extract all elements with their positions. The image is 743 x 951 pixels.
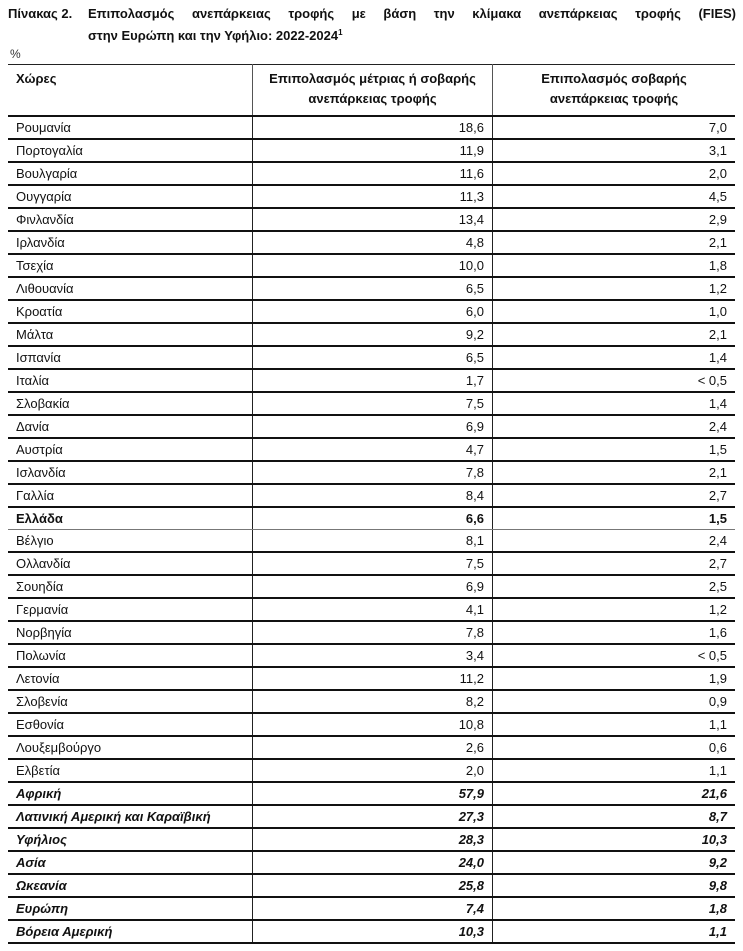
table-row	[8, 369, 735, 392]
country-cell: Σλοβακία	[8, 392, 253, 415]
country-cell: Σουηδία	[8, 575, 253, 598]
severe-cell: 4,5	[493, 185, 736, 208]
table-row	[8, 667, 735, 690]
moderate-or-severe-cell: 11,2	[253, 667, 493, 690]
table-row	[8, 346, 735, 369]
moderate-or-severe-cell: 9,2	[253, 323, 493, 346]
country-cell: Ιταλία	[8, 369, 253, 392]
country-cell: Δανία	[8, 415, 253, 438]
moderate-or-severe-cell: 7,8	[253, 621, 493, 644]
table-row	[8, 874, 735, 897]
moderate-or-severe-cell: 3,4	[253, 644, 493, 667]
severe-cell: 1,5	[493, 438, 736, 461]
table-row	[8, 575, 735, 598]
table-row	[8, 461, 735, 484]
moderate-or-severe-cell: 7,8	[253, 461, 493, 484]
severe-cell: 1,6	[493, 621, 736, 644]
country-cell: Ουγγαρία	[8, 185, 253, 208]
moderate-or-severe-cell: 7,5	[253, 392, 493, 415]
moderate-or-severe-cell: 6,9	[253, 575, 493, 598]
severe-cell: 3,1	[493, 139, 736, 162]
moderate-or-severe-cell: 6,6	[253, 507, 493, 530]
table-row	[8, 185, 735, 208]
header-moderate-or-severe: Επιπολασμός μέτριας ή σοβαρής ανεπάρκειας τροφής	[253, 65, 493, 117]
country-cell: Ολλανδία	[8, 552, 253, 575]
header-row	[8, 65, 735, 117]
unit-label: %	[10, 47, 21, 61]
country-cell: Ισλανδία	[8, 461, 253, 484]
severe-cell: 1,1	[493, 759, 736, 782]
severe-cell: 9,8	[493, 874, 736, 897]
title-line-2-text: στην Ευρώπη και την Υφήλιο: 2022-2024	[88, 28, 339, 43]
moderate-or-severe-cell: 2,6	[253, 736, 493, 759]
fies-table	[8, 64, 735, 944]
table-row	[8, 598, 735, 621]
severe-cell: 1,4	[493, 392, 736, 415]
country-cell: Νορβηγία	[8, 621, 253, 644]
moderate-or-severe-cell: 24,0	[253, 851, 493, 874]
moderate-or-severe-cell: 6,9	[253, 415, 493, 438]
severe-cell: 2,9	[493, 208, 736, 231]
severe-cell: 1,8	[493, 897, 736, 920]
moderate-or-severe-cell: 1,7	[253, 369, 493, 392]
moderate-or-severe-cell: 4,1	[253, 598, 493, 621]
moderate-or-severe-cell: 7,5	[253, 552, 493, 575]
country-cell: Βουλγαρία	[8, 162, 253, 185]
moderate-or-severe-cell: 7,4	[253, 897, 493, 920]
table-row	[8, 690, 735, 713]
moderate-or-severe-cell: 2,0	[253, 759, 493, 782]
moderate-or-severe-cell: 10,8	[253, 713, 493, 736]
table-row	[8, 507, 735, 530]
table-row	[8, 300, 735, 323]
country-cell: Γαλλία	[8, 484, 253, 507]
table-row	[8, 277, 735, 300]
severe-cell: 1,8	[493, 254, 736, 277]
table-row	[8, 392, 735, 415]
moderate-or-severe-cell: 25,8	[253, 874, 493, 897]
table-row	[8, 828, 735, 851]
moderate-or-severe-cell: 6,0	[253, 300, 493, 323]
table-row	[8, 208, 735, 231]
table-row	[8, 897, 735, 920]
severe-cell: 2,1	[493, 461, 736, 484]
moderate-or-severe-cell: 8,2	[253, 690, 493, 713]
severe-cell: 1,4	[493, 346, 736, 369]
table-row	[8, 851, 735, 874]
country-cell: Τσεχία	[8, 254, 253, 277]
severe-cell: 1,1	[493, 920, 736, 943]
severe-cell: 1,0	[493, 300, 736, 323]
moderate-or-severe-cell: 18,6	[253, 116, 493, 139]
table-row	[8, 621, 735, 644]
severe-cell: 9,2	[493, 851, 736, 874]
country-cell: Λατινική Αμερική και Καραϊβική	[8, 805, 253, 828]
moderate-or-severe-cell: 6,5	[253, 277, 493, 300]
header-severe: Επιπολασμός σοβαρής ανεπάρκειας τροφής	[493, 65, 736, 117]
country-cell: Λετονία	[8, 667, 253, 690]
table-body	[8, 116, 735, 943]
table-row	[8, 713, 735, 736]
severe-cell: 2,4	[493, 415, 736, 438]
table-row	[8, 254, 735, 277]
severe-cell: 1,5	[493, 507, 736, 530]
severe-cell: 1,1	[493, 713, 736, 736]
table-row	[8, 552, 735, 575]
table-row	[8, 139, 735, 162]
table-row	[8, 530, 735, 553]
header-countries: Χώρες	[8, 65, 253, 117]
country-cell: Πολωνία	[8, 644, 253, 667]
table-row	[8, 805, 735, 828]
severe-cell: 0,6	[493, 736, 736, 759]
table-row	[8, 759, 735, 782]
severe-cell: 10,3	[493, 828, 736, 851]
table-row	[8, 782, 735, 805]
severe-cell: < 0,5	[493, 369, 736, 392]
severe-cell: 2,4	[493, 530, 736, 553]
country-cell: Ευρώπη	[8, 897, 253, 920]
severe-cell: 1,2	[493, 277, 736, 300]
table-row	[8, 484, 735, 507]
severe-cell: 2,1	[493, 323, 736, 346]
table-row	[8, 438, 735, 461]
severe-cell: 7,0	[493, 116, 736, 139]
moderate-or-severe-cell: 28,3	[253, 828, 493, 851]
country-cell: Ρουμανία	[8, 116, 253, 139]
moderate-or-severe-cell: 4,8	[253, 231, 493, 254]
country-cell: Εσθονία	[8, 713, 253, 736]
table-row	[8, 736, 735, 759]
severe-cell: 2,0	[493, 162, 736, 185]
country-cell: Ισπανία	[8, 346, 253, 369]
table-row	[8, 644, 735, 667]
country-cell: Βόρεια Αμερική	[8, 920, 253, 943]
country-cell: Αφρική	[8, 782, 253, 805]
moderate-or-severe-cell: 11,6	[253, 162, 493, 185]
table-row	[8, 920, 735, 943]
moderate-or-severe-cell: 13,4	[253, 208, 493, 231]
severe-cell: 8,7	[493, 805, 736, 828]
table-number: Πίνακας 2.	[8, 6, 73, 21]
country-cell: Σλοβενία	[8, 690, 253, 713]
severe-cell: 0,9	[493, 690, 736, 713]
severe-cell: 2,7	[493, 552, 736, 575]
severe-cell: < 0,5	[493, 644, 736, 667]
moderate-or-severe-cell: 11,9	[253, 139, 493, 162]
country-cell: Πορτογαλία	[8, 139, 253, 162]
title-line-1: Επιπολασμός ανεπάρκειας τροφής με βάση την κλίμακα ανεπάρκειας τροφής (FIES)	[88, 6, 736, 21]
table-row	[8, 415, 735, 438]
country-cell: Λουξεμβούργο	[8, 736, 253, 759]
moderate-or-severe-cell: 57,9	[253, 782, 493, 805]
table-title	[8, 4, 736, 45]
moderate-or-severe-cell: 6,5	[253, 346, 493, 369]
severe-cell: 1,9	[493, 667, 736, 690]
moderate-or-severe-cell: 10,3	[253, 920, 493, 943]
severe-cell: 2,5	[493, 575, 736, 598]
severe-cell: 1,2	[493, 598, 736, 621]
country-cell: Λιθουανία	[8, 277, 253, 300]
footnote-marker: 1	[338, 28, 343, 37]
moderate-or-severe-cell: 8,1	[253, 530, 493, 553]
country-cell: Κροατία	[8, 300, 253, 323]
country-cell: Μάλτα	[8, 323, 253, 346]
country-cell: Υφήλιος	[8, 828, 253, 851]
severe-cell: 21,6	[493, 782, 736, 805]
severe-cell: 2,1	[493, 231, 736, 254]
moderate-or-severe-cell: 10,0	[253, 254, 493, 277]
country-cell: Ωκεανία	[8, 874, 253, 897]
moderate-or-severe-cell: 4,7	[253, 438, 493, 461]
country-cell: Βέλγιο	[8, 530, 253, 553]
table-row	[8, 162, 735, 185]
country-cell: Γερμανία	[8, 598, 253, 621]
moderate-or-severe-cell: 27,3	[253, 805, 493, 828]
table-row	[8, 231, 735, 254]
moderate-or-severe-cell: 8,4	[253, 484, 493, 507]
moderate-or-severe-cell: 11,3	[253, 185, 493, 208]
country-cell: Αυστρία	[8, 438, 253, 461]
severe-cell: 2,7	[493, 484, 736, 507]
country-cell: Ελλάδα	[8, 507, 253, 530]
country-cell: Ασία	[8, 851, 253, 874]
country-cell: Ιρλανδία	[8, 231, 253, 254]
table-row	[8, 116, 735, 139]
title-line-2	[88, 23, 736, 45]
country-cell: Φινλανδία	[8, 208, 253, 231]
country-cell: Ελβετία	[8, 759, 253, 782]
table-row	[8, 323, 735, 346]
